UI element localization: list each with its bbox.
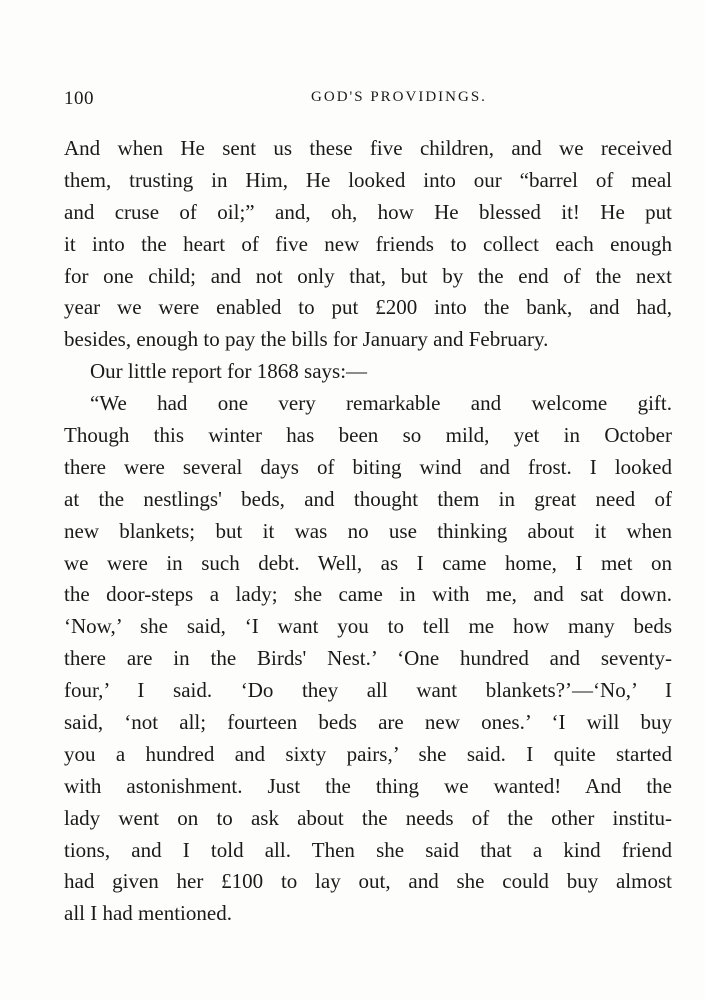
text-line: “We had one very remarkable and welcome gift. — [90, 391, 672, 416]
text-line: year we were enabled to put £200 into the bank, and had, — [64, 295, 672, 320]
text-line: there were several days of biting wind and frost. I looked — [64, 454, 672, 479]
body-text — [64, 133, 672, 930]
text-line: for one child; and not only that, but by the end of the next — [64, 263, 672, 288]
text-line: tions, and I told all. Then she said that a kind friend — [64, 837, 672, 862]
text-line: And when He sent us these five children, and we received — [64, 136, 672, 160]
text-line: the door-steps a lady; she came in with me, and sat down. — [64, 582, 672, 607]
running-title: GOD'S PROVIDINGS. — [311, 89, 487, 105]
text-line: lady went on to ask about the needs of the other institu- — [64, 805, 672, 830]
page-header — [64, 88, 672, 114]
text-line: besides, enough to pay the bills for January and February. — [64, 327, 549, 352]
text-line: said, ‘not all; fourteen beds are new ones.’ ‘I will buy — [64, 710, 672, 735]
text-line: them, trusting in Him, He looked into our “barrel of meal — [64, 167, 672, 192]
text-line: Though this winter has been so mild, yet in October — [64, 423, 672, 448]
text-line: you a hundred and sixty pairs,’ she said. I quite started — [64, 741, 672, 766]
text-line: Our little report for 1868 says:— — [90, 359, 368, 384]
page-number: 100 — [64, 88, 94, 109]
text-line: ‘Now,’ she said, ‘I want you to tell me how many beds — [64, 614, 672, 639]
text-line: and cruse of oil;” and, oh, how He blessed it! He put — [64, 199, 672, 224]
text-line: new blankets; but it was no use thinking about it when — [64, 518, 672, 543]
text-line: all I had mentioned. — [64, 901, 232, 926]
text-line: there are in the Birds' Nest.’ ‘One hundred and seventy- — [64, 646, 672, 671]
text-line: four,’ I said. ‘Do they all want blankets?’—‘No,’ I — [64, 678, 672, 703]
text-line: we were in such debt. Well, as I came home, I met on — [64, 550, 672, 575]
text-line: at the nestlings' beds, and thought them in great need of — [64, 486, 672, 511]
text-line: had given her £100 to lay out, and she could buy almost — [64, 869, 672, 894]
text-line: with astonishment. Just the thing we wanted! And the — [64, 773, 672, 798]
text-line: it into the heart of five new friends to collect each enough — [64, 231, 672, 256]
